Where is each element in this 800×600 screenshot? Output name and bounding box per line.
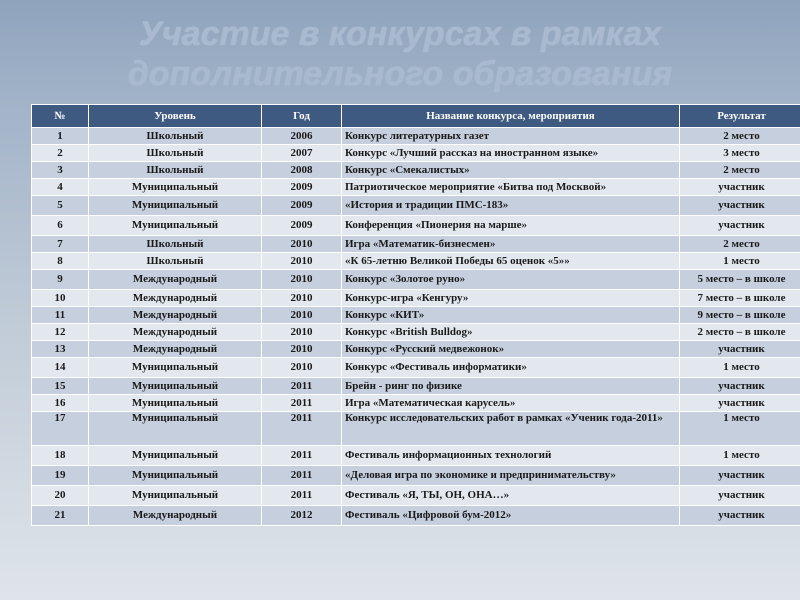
table-row [32,466,800,486]
row-year: 2010 [262,290,342,307]
table-row [32,412,800,446]
row-number: 7 [32,236,89,253]
row-result: 2 место [680,128,800,145]
row-level: Муниципальный [89,395,262,412]
row-number: 21 [32,506,89,526]
row-competition-name: Конкурс «Смекалистых» [342,162,680,179]
row-competition-name: Конкурс литературных газет [342,128,680,145]
row-number: 10 [32,290,89,307]
row-level: Школьный [89,162,262,179]
row-year: 2010 [262,307,342,324]
row-result: 2 место – в школе [680,324,800,341]
row-level: Школьный [89,128,262,145]
row-level: Школьный [89,253,262,270]
row-level: Муниципальный [89,358,262,378]
row-number: 17 [32,412,89,446]
row-level: Муниципальный [89,179,262,196]
table-row [32,506,800,526]
row-competition-name: Фестиваль «Я, ТЫ, ОН, ОНА…» [342,486,680,506]
row-level: Международный [89,270,262,290]
row-competition-name: Фестиваль информационных технологий [342,446,680,466]
row-year: 2007 [262,145,342,162]
row-year: 2011 [262,466,342,486]
row-number: 9 [32,270,89,290]
row-result: участник [680,341,800,358]
title-line-2: дополнительного образования [127,55,673,93]
table-row [32,324,800,341]
table-row [32,216,800,236]
table-row [32,446,800,466]
table-body [32,128,800,526]
row-year: 2009 [262,196,342,216]
row-year: 2010 [262,270,342,290]
row-competition-name: Брейн - ринг по физике [342,378,680,395]
row-number: 3 [32,162,89,179]
header-result: Результат [680,105,800,128]
row-result: 1 место [680,446,800,466]
row-level: Международный [89,324,262,341]
header-number: № [32,105,89,128]
row-result: 9 место – в школе [680,307,800,324]
row-year: 2008 [262,162,342,179]
row-number: 15 [32,378,89,395]
row-year: 2010 [262,358,342,378]
title-line-1: Участие в конкурсах в рамках [138,15,662,53]
row-result: участник [680,395,800,412]
table-row [32,162,800,179]
row-competition-name: Фестиваль «Цифровой бум-2012» [342,506,680,526]
row-year: 2009 [262,179,342,196]
table-row [32,179,800,196]
slide-title [0,14,800,94]
row-number: 11 [32,307,89,324]
row-competition-name: Конкурс «British Bulldog» [342,324,680,341]
row-result: 2 место [680,162,800,179]
row-number: 8 [32,253,89,270]
row-result: участник [680,179,800,196]
row-number: 13 [32,341,89,358]
row-level: Международный [89,290,262,307]
row-competition-name: «История и традиции ПМС-183» [342,196,680,216]
row-result: участник [680,506,800,526]
row-result: 1 место [680,412,800,446]
row-number: 19 [32,466,89,486]
row-competition-name: Игра «Математическая карусель» [342,395,680,412]
table-row [32,395,800,412]
row-competition-name: Конкурс «КИТ» [342,307,680,324]
row-level: Международный [89,341,262,358]
table-row [32,270,800,290]
row-level: Муниципальный [89,216,262,236]
row-result: 1 место [680,358,800,378]
row-number: 18 [32,446,89,466]
row-level: Школьный [89,145,262,162]
competitions-table [31,104,800,526]
table-row [32,341,800,358]
row-competition-name: Конкурс «Русский медвежонок» [342,341,680,358]
row-year: 2011 [262,486,342,506]
table-row [32,253,800,270]
row-year: 2010 [262,324,342,341]
row-year: 2011 [262,446,342,466]
header-competition-name: Название конкурса, мероприятия [342,105,680,128]
row-number: 14 [32,358,89,378]
row-number: 16 [32,395,89,412]
row-competition-name: Игра «Математик-бизнесмен» [342,236,680,253]
row-year: 2011 [262,378,342,395]
row-number: 6 [32,216,89,236]
row-level: Муниципальный [89,466,262,486]
row-level: Муниципальный [89,412,262,446]
row-number: 1 [32,128,89,145]
row-result: участник [680,216,800,236]
row-result: 7 место – в школе [680,290,800,307]
row-result: участник [680,466,800,486]
table-row [32,486,800,506]
row-result: 3 место [680,145,800,162]
row-year: 2010 [262,253,342,270]
row-competition-name: Конкурс «Фестиваль информатики» [342,358,680,378]
table-row [32,196,800,216]
row-competition-name: Патриотическое мероприятие «Битва под Москвой» [342,179,680,196]
row-year: 2010 [262,236,342,253]
row-competition-name: Конкурс «Золотое руно» [342,270,680,290]
row-level: Школьный [89,236,262,253]
row-result: участник [680,196,800,216]
header-year: Год [262,105,342,128]
row-competition-name: Конференция «Пионерия на марше» [342,216,680,236]
row-result: 2 место [680,236,800,253]
row-result: участник [680,378,800,395]
row-year: 2011 [262,395,342,412]
table-header-row [32,105,800,128]
row-competition-name: «Деловая игра по экономике и предпринимательству» [342,466,680,486]
row-competition-name: Конкурс «Лучший рассказ на иностранном языке» [342,145,680,162]
header-level: Уровень [89,105,262,128]
row-number: 2 [32,145,89,162]
row-level: Муниципальный [89,378,262,395]
row-result: 5 место – в школе [680,270,800,290]
row-result: 1 место [680,253,800,270]
row-competition-name: Конкурс-игра «Кенгуру» [342,290,680,307]
row-year: 2011 [262,412,342,446]
row-year: 2010 [262,341,342,358]
table-row [32,236,800,253]
row-number: 12 [32,324,89,341]
table-row [32,145,800,162]
row-competition-name: Конкурс исследовательских работ в рамках «Ученик года-2011» [342,412,680,446]
row-level: Муниципальный [89,196,262,216]
row-level: Муниципальный [89,486,262,506]
row-result: участник [680,486,800,506]
table-row [32,290,800,307]
row-number: 4 [32,179,89,196]
table-row [32,128,800,145]
row-competition-name: «К 65-летню Великой Победы 65 оценок «5»» [342,253,680,270]
table-row [32,378,800,395]
row-year: 2009 [262,216,342,236]
table-row [32,358,800,378]
row-number: 5 [32,196,89,216]
row-year: 2006 [262,128,342,145]
table-row [32,307,800,324]
row-level: Международный [89,506,262,526]
row-year: 2012 [262,506,342,526]
row-level: Муниципальный [89,446,262,466]
row-number: 20 [32,486,89,506]
row-level: Международный [89,307,262,324]
